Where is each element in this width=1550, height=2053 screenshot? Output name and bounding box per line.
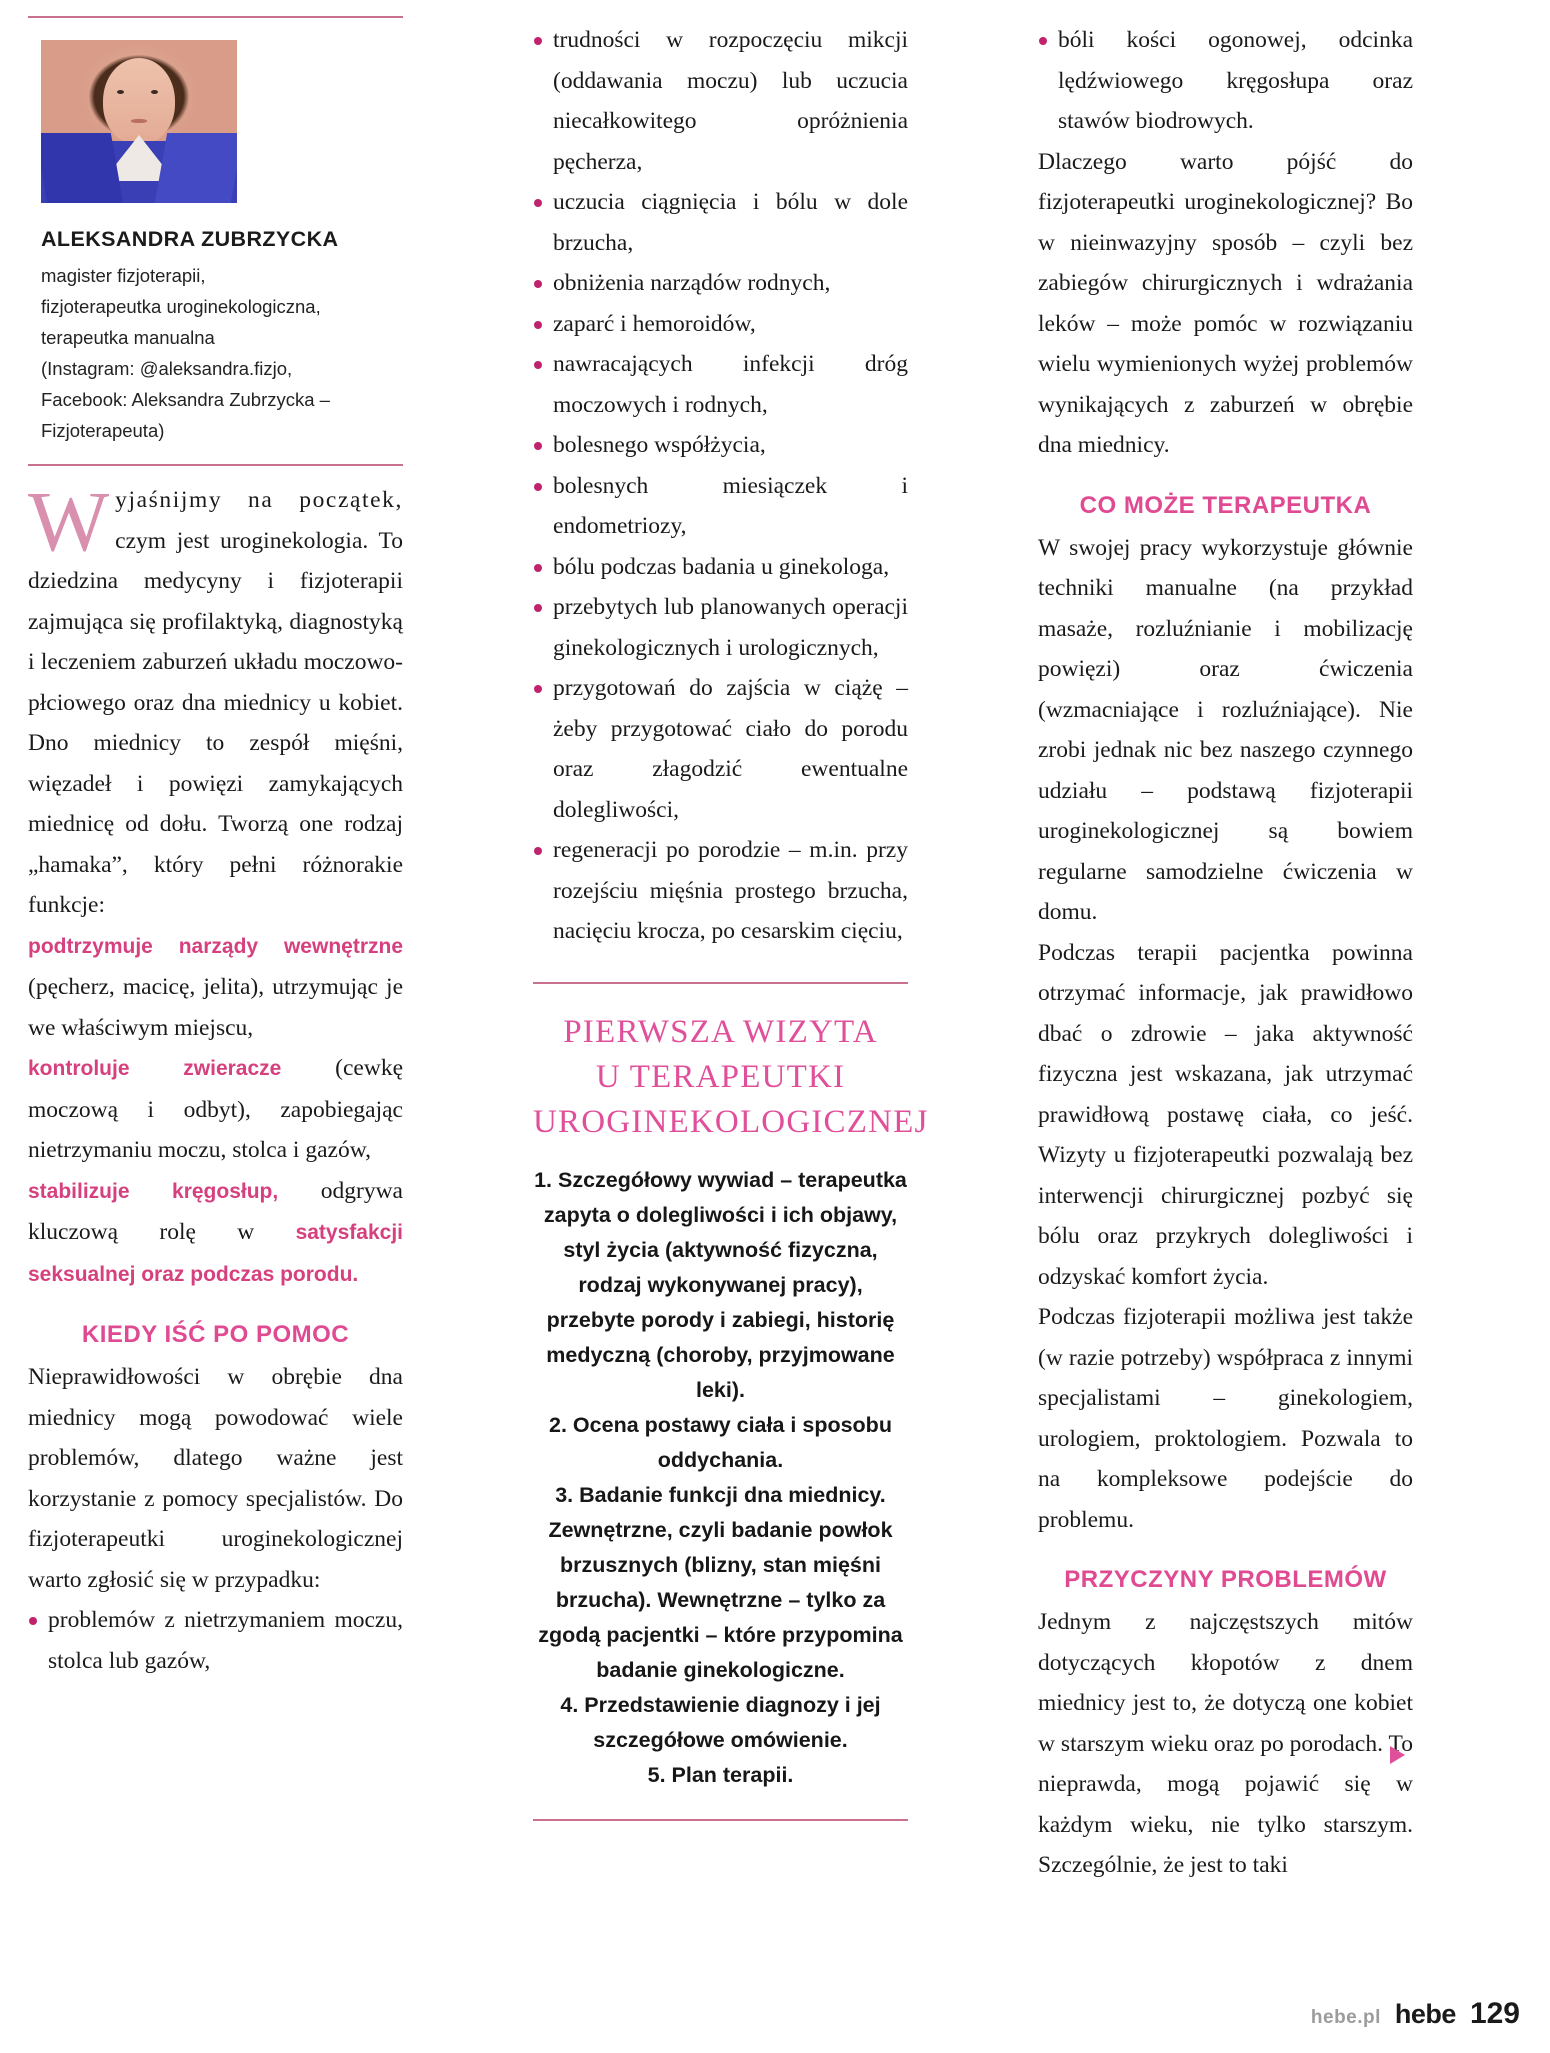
photo-eye-left bbox=[117, 90, 124, 94]
list-item: trudności w rozpoczęciu mikcji (oddawania moczu) lub uczucia niecałkowitego opróżnienia pęcherza, bbox=[533, 20, 908, 182]
continue-arrow-icon bbox=[1390, 1746, 1405, 1764]
author-name: ALEKSANDRA ZUBRZYCKA bbox=[41, 227, 339, 251]
symptom-list-left bbox=[28, 1600, 403, 1681]
author-bio-line: fizjoterapeutka uroginekologiczna, bbox=[41, 296, 321, 317]
visit-title-line: PIERWSZA WIZYTA bbox=[563, 1013, 878, 1050]
photo-shoulder-left bbox=[41, 133, 123, 203]
heading-przyczyny-problemow: PRZYCZYNY PROBLEMÓW bbox=[1064, 1566, 1387, 1593]
site-url: hebe.pl bbox=[1310, 2007, 1381, 2028]
author-photo bbox=[41, 40, 237, 203]
photo-eye-right bbox=[151, 90, 158, 94]
visit-step: 1. Szczegółowy wywiad – terapeutka zapyta o dolegliwości i ich objawy, styl życia (aktywność fizyczna, rodzaj wykonywanej pracy), przebyte porody i zabiegi, historię medyczną (choroby, przyjmowane leki). bbox=[534, 1167, 907, 1402]
first-visit-bottom-rule bbox=[533, 1819, 908, 1821]
column-middle bbox=[533, 0, 929, 1821]
therapist-paragraph-3: Podczas fizjoterapii możliwa jest także (w razie potrzeby) współpraca z innymi specjalistami – ginekologiem, urologiem, proktologiem. Pozwala to na kompleksowe podejście do problemu. bbox=[1038, 1304, 1413, 1533]
author-divider-rule bbox=[28, 464, 403, 466]
column-left-body-2 bbox=[28, 1357, 403, 1600]
column-top-rule bbox=[28, 16, 403, 18]
function-item-2 bbox=[28, 1048, 403, 1171]
highlight-phrase: satysfakcji seksualnej oraz podczas porodu. bbox=[28, 1221, 403, 1286]
brand-logo: hebe bbox=[1394, 1999, 1456, 2029]
author-bio-line: Fizjoterapeuta) bbox=[41, 420, 165, 441]
intro-spaced-text: yjaśnijmy na początek, bbox=[115, 487, 403, 513]
list-item: obniżenia narządów rodnych, bbox=[533, 263, 908, 304]
visit-step: 5. Plan terapii. bbox=[647, 1762, 794, 1787]
intro-rest-text: czym jest uroginekologia. To dziedzina medycyny i fizjoterapii zajmująca się profilaktyką, diagnostyką i leczeniem zaburzeń układu moczowo-płciowego oraz dna miednicy u kobiet. Dno miednicy to zespół mięśni, więzadeł i powięzi zamykających miednicę od dołu. Tworzą one rodzaj „hamaka”, który pełni różnorakie funkcje: bbox=[28, 527, 403, 918]
visit-step: 2. Ocena postawy ciała i sposobu oddychania. bbox=[549, 1412, 892, 1472]
first-visit-top-rule bbox=[533, 982, 908, 984]
list-item: bolesnych miesiączek i endometriozy, bbox=[533, 466, 908, 547]
photo-jacket bbox=[41, 141, 237, 203]
drop-cap: W bbox=[28, 473, 110, 569]
photo-face bbox=[103, 58, 175, 144]
list-item: uczucia ciągnięcia i bólu w dole brzucha, bbox=[533, 182, 908, 263]
list-item: bólu podczas badania u ginekologa, bbox=[533, 547, 908, 588]
column-left bbox=[28, 0, 403, 1681]
symptom-list-right bbox=[1038, 20, 1413, 142]
photo-shoulder-right bbox=[155, 133, 237, 203]
list-item: przygotowań do zajścia w ciążę – żeby przygotować ciało do porodu oraz złagodzić ewentualne dolegliwości, bbox=[533, 668, 908, 830]
author-bio-line: terapeutka manualna bbox=[41, 327, 215, 348]
first-visit-box bbox=[533, 982, 929, 1821]
page-number: 129 bbox=[1469, 1997, 1520, 2030]
therapist-paragraph-1: W swojej pracy wykorzystuje głównie techniki manualne (na przykład masaże, rozluźnianie i mobilizację powięzi) oraz ćwiczenia (wzmacniające i rozluźniające). Nie zrobi jednak nic bez naszego czynnego udziału – podstawą fizjoterapii uroginekologicznej są bowiem regularne samodzielne ćwiczenia w domu. bbox=[1038, 534, 1413, 925]
list-item: bolesnego współżycia, bbox=[533, 425, 908, 466]
function-text: odgrywa kluczową rolę w bbox=[28, 1177, 403, 1245]
heading-co-moze-terapeutka: CO MOŻE TERAPEUTKA bbox=[1079, 491, 1372, 519]
visit-title-line: UROGINEKOLOGICZNEJ bbox=[533, 1103, 929, 1140]
function-text: (cewkę moczową i odbyt), zapobiegając nietrzymaniu moczu, stolca i gazów, bbox=[28, 1055, 403, 1163]
highlight-phrase: kontroluje zwieracze bbox=[28, 1057, 282, 1080]
list-item: regeneracji po porodzie – m.in. przy rozejściu mięśnia prostego brzucha, nacięciu krocza, po cesarskim cięciu, bbox=[533, 830, 908, 952]
photo-mouth bbox=[131, 119, 147, 123]
visit-step: 3. Badanie funkcji dna miednicy. Zewnętrzne, czyli badanie powłok brzusznych (blizny, stan mięśni brzucha). Wewnętrzne – tylko za zgodą pacjentki – które przypomina badanie ginekologiczne. bbox=[538, 1482, 903, 1682]
why-paragraph: Dlaczego warto pójść do fizjoterapeutki uroginekologicznej? Bo w nieinwazyjny sposób – czyli bez zabiegów chirurgicznych i wdrażania leków – może pomóc w rozwiązaniu wielu wymienionych wyżej problemów wynikających z zaburzeń w obrębie dna miednicy. bbox=[1038, 148, 1413, 458]
column-right-body-1 bbox=[1038, 142, 1413, 466]
heading-pierwsza-wizyta bbox=[533, 1010, 929, 1145]
page-footer bbox=[1311, 1997, 1520, 2031]
list-item: nawracających infekcji dróg moczowych i rodnych, bbox=[533, 344, 908, 425]
help-paragraph: Nieprawidłowości w obrębie dna miednicy mogą powodować wiele problemów, dlatego ważne jest korzystanie z pomocy specjalistów. Do fizjoterapeutki uroginekologicznej warto zgłosić się w przypadku: bbox=[28, 1364, 403, 1593]
list-item: bóli kości ogonowej, odcinka lędźwiowego kręgosłupa oraz stawów biodrowych. bbox=[1038, 20, 1413, 142]
highlight-phrase: stabilizuje kręgosłup, bbox=[28, 1179, 279, 1203]
list-item: problemów z nietrzymaniem moczu, stolca lub gazów, bbox=[28, 1600, 403, 1681]
intro-paragraph bbox=[28, 473, 403, 926]
causes-paragraph: Jednym z najczęstszych mitów dotyczących kłopotów z dnem miednicy jest to, że dotyczą one kobiet w starszym wieku oraz po porodach. To nieprawda, mogą pojawić się w każdym wieku, nie tylko starszym. Szczególnie, że jest to taki bbox=[1038, 1609, 1413, 1878]
function-item-3 bbox=[28, 1171, 403, 1296]
author-bio bbox=[41, 260, 403, 446]
author-bio-line: (Instagram: @aleksandra.fizjo, bbox=[41, 358, 293, 379]
first-visit-steps bbox=[533, 1163, 908, 1793]
heading-kiedy-isc-po-pomoc: KIEDY IŚĆ PO POMOC bbox=[81, 1321, 350, 1348]
column-right-body-2 bbox=[1038, 528, 1413, 1541]
function-text: (pęcherz, macicę, jelita), utrzymując je we właściwym miejscu, bbox=[28, 974, 403, 1041]
visit-step: 4. Przedstawienie diagnozy i jej szczegółowe omówienie. bbox=[560, 1692, 881, 1752]
symptom-list-middle bbox=[533, 20, 908, 952]
visit-title-line: U TERAPEUTKI bbox=[595, 1058, 846, 1095]
column-right-body-3 bbox=[1038, 1602, 1413, 1886]
function-item-1 bbox=[28, 926, 403, 1049]
therapist-paragraph-2: Podczas terapii pacjentka powinna otrzymać informacje, jak prawidłowo dbać o zdrowie – jaka aktywność fizyczna jest wskazana, jak utrzymać prawidłową postawę ciała, co jeść. Wizyty u fizjoterapeutki pozwalają bez interwencji chirurgicznej pozbyć się bólu oraz przykrych dolegliwości i odzyskać komfort życia. bbox=[1038, 939, 1413, 1290]
column-left-body bbox=[28, 473, 403, 1295]
highlight-phrase: podtrzymuje narządy wewnętrzne bbox=[28, 934, 403, 958]
column-right bbox=[1038, 0, 1413, 1886]
list-item: zaparć i hemoroidów, bbox=[533, 304, 908, 345]
list-item: przebytych lub planowanych operacji ginekologicznych i urologicznych, bbox=[533, 587, 908, 668]
author-bio-line: Facebook: Aleksandra Zubrzycka – bbox=[41, 389, 330, 410]
author-bio-line: magister fizjoterapii, bbox=[41, 265, 206, 286]
